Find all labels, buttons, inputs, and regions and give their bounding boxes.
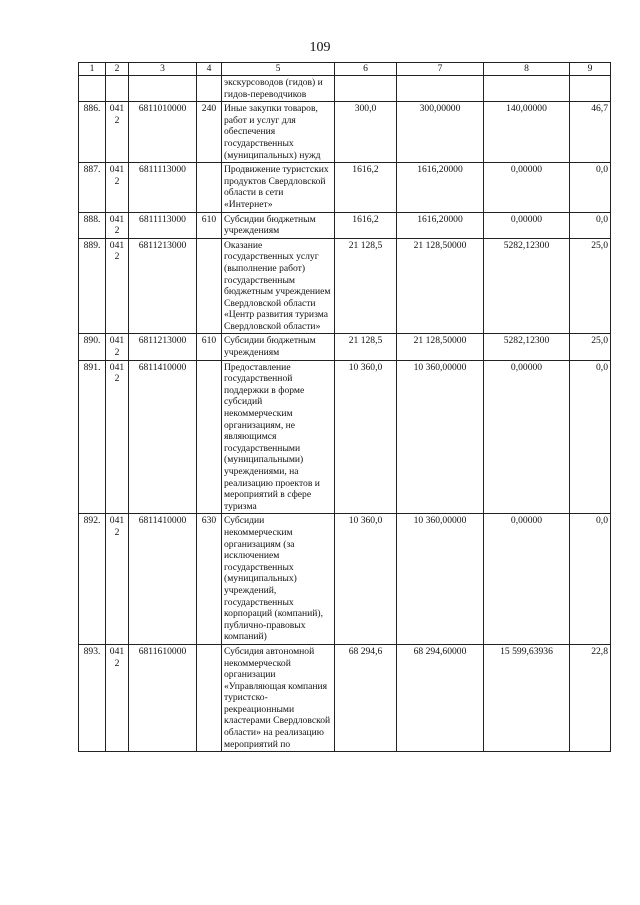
table-body xyxy=(79,76,611,752)
section-code: 0412 xyxy=(106,212,129,238)
refined-amount: 10 360,00000 xyxy=(397,360,484,514)
expense-type-code: 630 xyxy=(197,514,222,645)
execution-percent: 0,0 xyxy=(570,212,611,238)
planned-amount: 10 360,0 xyxy=(335,360,397,514)
table-row xyxy=(79,334,611,360)
refined-amount: 10 360,00000 xyxy=(397,514,484,645)
target-article-code: 6811213000 xyxy=(129,238,197,334)
section-code: 0412 xyxy=(106,644,129,751)
execution-percent: 22,8 xyxy=(570,644,611,751)
execution-percent: 0,0 xyxy=(570,360,611,514)
execution-percent: 25,0 xyxy=(570,238,611,334)
table-row xyxy=(79,238,611,334)
row-number: 891. xyxy=(79,360,106,514)
executed-amount: 0,00000 xyxy=(484,163,570,212)
item-name: Субсидии бюджетным учреждениям xyxy=(222,334,335,360)
column-header: 6 xyxy=(335,63,397,76)
section-code: 0412 xyxy=(106,238,129,334)
item-name: экскурсоводов (гидов) и гидов-переводчиков xyxy=(222,76,335,102)
expense-type-code: 610 xyxy=(197,334,222,360)
planned-amount: 68 294,6 xyxy=(335,644,397,751)
planned-amount xyxy=(335,76,397,102)
header-row xyxy=(79,63,611,76)
column-header: 5 xyxy=(222,63,335,76)
table-row xyxy=(79,514,611,645)
section-code: 0412 xyxy=(106,334,129,360)
planned-amount: 300,0 xyxy=(335,102,397,163)
column-header: 7 xyxy=(397,63,484,76)
section-code: 0412 xyxy=(106,102,129,163)
target-article-code: 6811113000 xyxy=(129,163,197,212)
executed-amount: 0,00000 xyxy=(484,360,570,514)
execution-percent: 46,7 xyxy=(570,102,611,163)
expense-type-code xyxy=(197,644,222,751)
item-name: Оказание государственных услуг (выполнение работ) государственным бюджетным учреждением Свердловской области «Центр развития туризма Свердловской области» xyxy=(222,238,335,334)
column-header: 9 xyxy=(570,63,611,76)
refined-amount: 300,00000 xyxy=(397,102,484,163)
planned-amount: 1616,2 xyxy=(335,212,397,238)
execution-percent: 0,0 xyxy=(570,514,611,645)
row-number: 890. xyxy=(79,334,106,360)
target-article-code xyxy=(129,76,197,102)
row-number: 887. xyxy=(79,163,106,212)
expense-type-code: 610 xyxy=(197,212,222,238)
table-row xyxy=(79,163,611,212)
section-code: 0412 xyxy=(106,514,129,645)
executed-amount: 5282,12300 xyxy=(484,238,570,334)
table-row xyxy=(79,102,611,163)
section-code: 0412 xyxy=(106,163,129,212)
column-header: 1 xyxy=(79,63,106,76)
row-number xyxy=(79,76,106,102)
column-header: 8 xyxy=(484,63,570,76)
budget-table xyxy=(78,62,611,752)
refined-amount xyxy=(397,76,484,102)
target-article-code: 6811410000 xyxy=(129,514,197,645)
item-name: Субсидия автономной некоммерческой организации «Управляющая компания туристско-рекреационными кластерами Свердловской области» на реализацию мероприятий по xyxy=(222,644,335,751)
expense-type-code xyxy=(197,163,222,212)
refined-amount: 21 128,50000 xyxy=(397,334,484,360)
item-name: Субсидии бюджетным учреждениям xyxy=(222,212,335,238)
expense-type-code xyxy=(197,360,222,514)
execution-percent: 0,0 xyxy=(570,163,611,212)
table-row xyxy=(79,212,611,238)
item-name: Предоставление государственной поддержки в форме субсидий некоммерческим организациям, не являющимся государственными (муниципальными) учреждениями, на реализацию проектов и мероприятий в сфере туризма xyxy=(222,360,335,514)
item-name: Продвижение туристских продуктов Свердловской области в сети «Интернет» xyxy=(222,163,335,212)
refined-amount: 21 128,50000 xyxy=(397,238,484,334)
item-name: Иные закупки товаров, работ и услуг для обеспечения государственных (муниципальных) нужд xyxy=(222,102,335,163)
item-name: Субсидии некоммерческим организациям (за исключением государственных (муниципальных) учреждений, государственных корпораций (компаний), публично-правовых компаний) xyxy=(222,514,335,645)
executed-amount: 0,00000 xyxy=(484,514,570,645)
refined-amount: 1616,20000 xyxy=(397,163,484,212)
row-number: 888. xyxy=(79,212,106,238)
target-article-code: 6811213000 xyxy=(129,334,197,360)
execution-percent: 25,0 xyxy=(570,334,611,360)
expense-type-code xyxy=(197,76,222,102)
refined-amount: 68 294,60000 xyxy=(397,644,484,751)
executed-amount xyxy=(484,76,570,102)
row-number: 892. xyxy=(79,514,106,645)
target-article-code: 6811010000 xyxy=(129,102,197,163)
row-number: 889. xyxy=(79,238,106,334)
page-number: 109 xyxy=(309,40,331,55)
section-code xyxy=(106,76,129,102)
expense-type-code: 240 xyxy=(197,102,222,163)
executed-amount: 5282,12300 xyxy=(484,334,570,360)
executed-amount: 15 599,63936 xyxy=(484,644,570,751)
row-number: 886. xyxy=(79,102,106,163)
execution-percent xyxy=(570,76,611,102)
section-code: 0412 xyxy=(106,360,129,514)
planned-amount: 21 128,5 xyxy=(335,334,397,360)
planned-amount: 21 128,5 xyxy=(335,238,397,334)
executed-amount: 140,00000 xyxy=(484,102,570,163)
table-row xyxy=(79,76,611,102)
column-header: 4 xyxy=(197,63,222,76)
table-row xyxy=(79,644,611,751)
table-header xyxy=(79,63,611,76)
column-header: 3 xyxy=(129,63,197,76)
planned-amount: 1616,2 xyxy=(335,163,397,212)
refined-amount: 1616,20000 xyxy=(397,212,484,238)
planned-amount: 10 360,0 xyxy=(335,514,397,645)
target-article-code: 6811113000 xyxy=(129,212,197,238)
table-row xyxy=(79,360,611,514)
expense-type-code xyxy=(197,238,222,334)
target-article-code: 6811610000 xyxy=(129,644,197,751)
row-number: 893. xyxy=(79,644,106,751)
column-header: 2 xyxy=(106,63,129,76)
target-article-code: 6811410000 xyxy=(129,360,197,514)
executed-amount: 0,00000 xyxy=(484,212,570,238)
